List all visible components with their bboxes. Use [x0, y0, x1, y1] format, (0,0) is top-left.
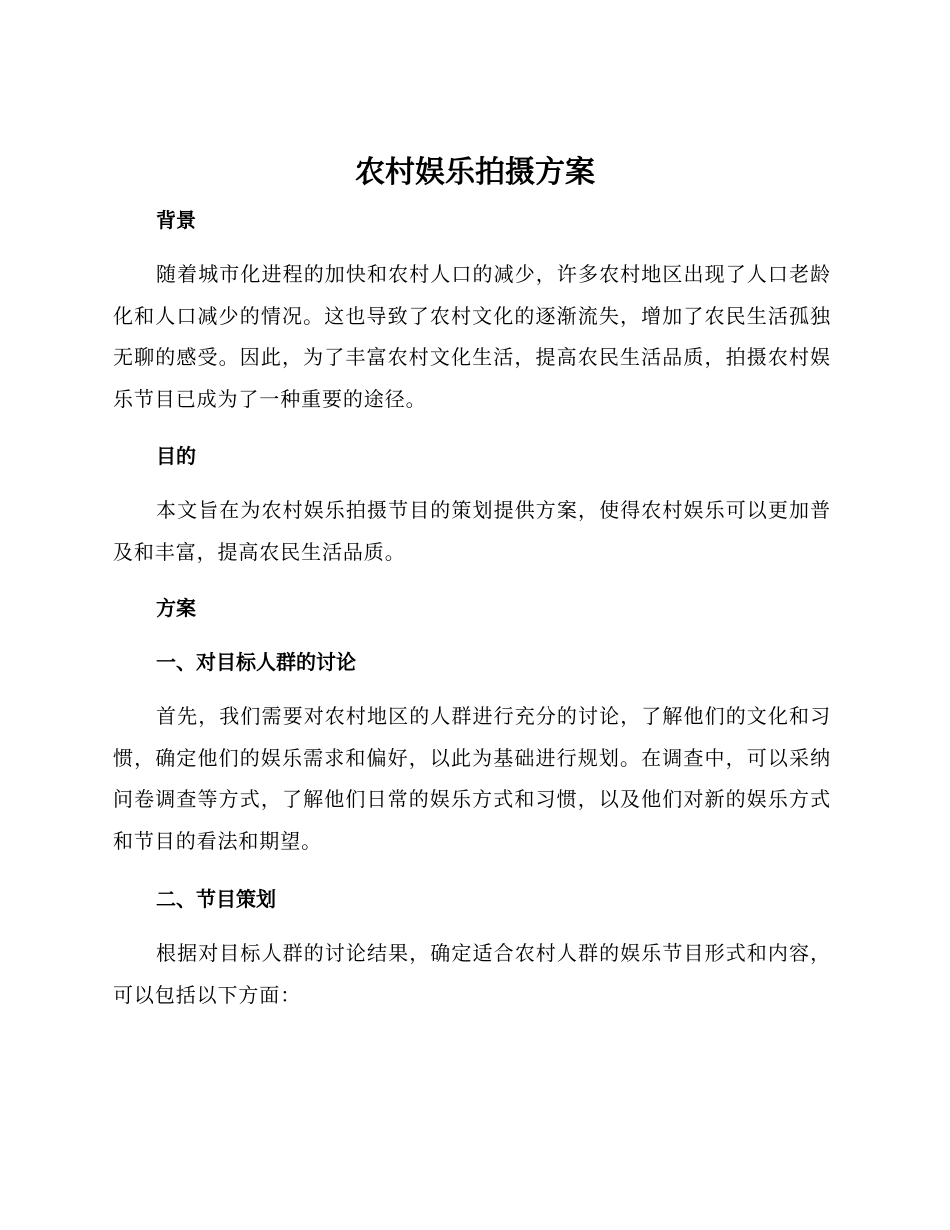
section-heading-background: 背景 [156, 208, 196, 232]
section-heading-plan: 方案 [156, 596, 196, 620]
subsection-heading-target-audience: 一、对目标人群的讨论 [156, 650, 356, 674]
document-title: 农村娱乐拍摄方案 [355, 155, 595, 190]
subsection-heading-program-planning: 二、节目策划 [156, 887, 276, 911]
paragraph-purpose: 本文旨在为农村娱乐拍摄节目的策划提供方案，使得农村娱乐可以更加普及和丰富，提高农民生活品质。 [113, 498, 831, 564]
paragraph-background: 随着城市化进程的加快和农村人口的减少，许多农村地区出现了人口老龄化和人口减少的情况。这也导致了农村文化的逐渐流失，增加了农民生活孤独无聊的感受。因此，为了丰富农村文化生活，提高农民生活品质，拍摄农村娱乐节目已成为了一种重要的途径。 [113, 262, 831, 411]
section-heading-purpose: 目的 [156, 444, 196, 468]
paragraph-program-planning: 根据对目标人群的讨论结果，确定适合农村人群的娱乐节目形式和内容，可以包括以下方面： [113, 941, 831, 1007]
paragraph-target-audience: 首先，我们需要对农村地区的人群进行充分的讨论，了解他们的文化和习惯，确定他们的娱乐需求和偏好，以此为基础进行规划。在调查中，可以采纳问卷调查等方式，了解他们日常的娱乐方式和习惯，以及他们对新的娱乐方式和节目的看法和期望。 [113, 704, 831, 853]
